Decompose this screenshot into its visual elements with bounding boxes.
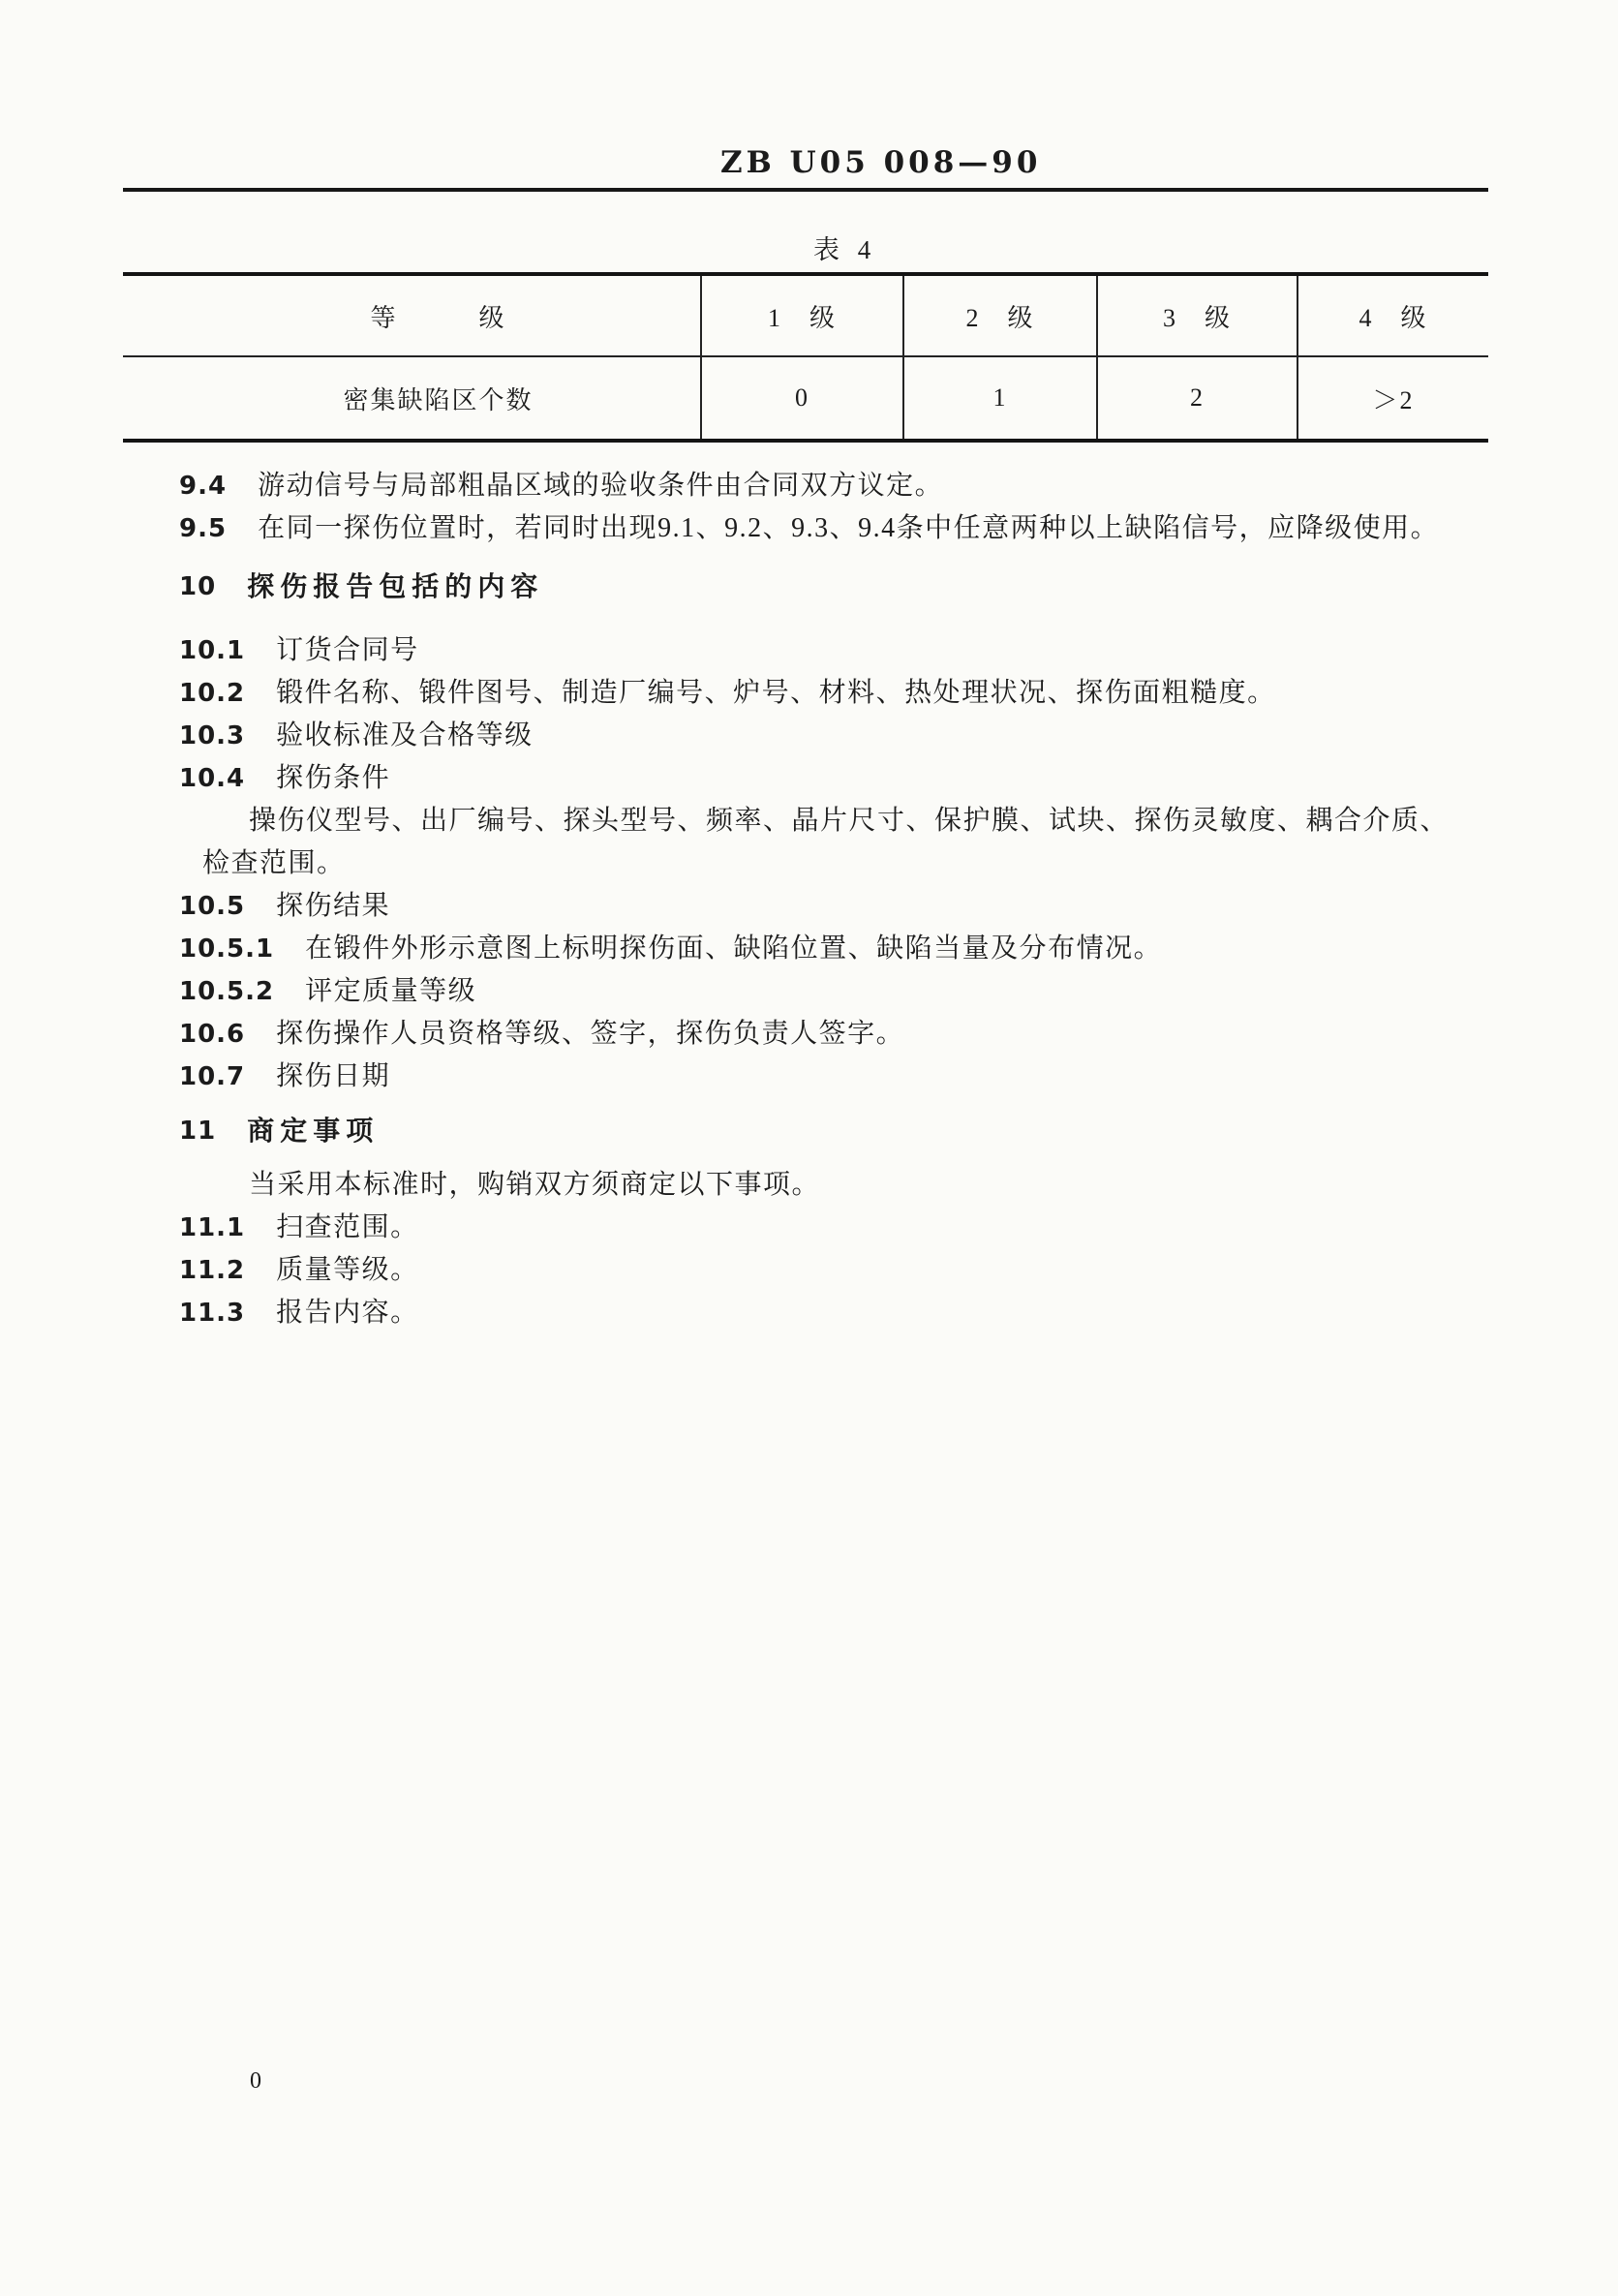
clause-number: 11.2 [179, 1256, 246, 1285]
clause-text: 在锻件外形示意图上标明探伤面、缺陷位置、缺陷当量及分布情况。 [305, 934, 1163, 964]
section-title: 商定事项 [247, 1115, 380, 1147]
clause-number: 10.3 [179, 721, 246, 750]
clause-10-1 [179, 629, 1501, 672]
clause-11-1 [179, 1207, 1501, 1249]
paragraph-line [249, 800, 1501, 842]
clause-number: 10.5 [179, 892, 246, 921]
clause-number: 10.5.1 [179, 934, 275, 964]
table4-col-header-1: 1 级 [700, 276, 902, 357]
clause-text: 探伤结果 [276, 891, 391, 921]
clause-number: 9.4 [179, 472, 228, 501]
paragraph-text: 操伤仪型号、出厂编号、探头型号、频率、晶片尺寸、保护膜、试块、探伤灵敏度、耦合介质、 [249, 806, 1450, 836]
clause-text: 探伤条件 [276, 763, 391, 793]
clause-11-2 [179, 1249, 1501, 1292]
clause-number: 10.1 [179, 636, 246, 665]
table4-value-4: ＞2 [1297, 357, 1488, 439]
clause-number: 9.5 [179, 514, 228, 543]
table4-corner-label: 等 级 [123, 276, 700, 357]
table4-value-2: 1 [902, 357, 1096, 439]
clause-text: 扫查范围。 [276, 1212, 419, 1242]
table4-value-3: 2 [1096, 357, 1297, 439]
clause-block [179, 465, 1501, 1334]
table4-col-header-4: 4 级 [1297, 276, 1488, 357]
section-heading-10 [179, 566, 1501, 608]
table4 [123, 272, 1488, 443]
clause-number: 11.1 [179, 1213, 246, 1242]
clause-text: 报告内容。 [276, 1298, 419, 1328]
clause-number: 10.2 [179, 679, 246, 708]
clause-text: 质量等级。 [276, 1255, 419, 1285]
header-rule [123, 188, 1488, 192]
table4-value-1: 0 [700, 357, 902, 439]
clause-text: 验收标准及合格等级 [276, 720, 534, 750]
table4-col-header-3: 3 级 [1096, 276, 1297, 357]
page-number: 0 [250, 2068, 261, 2094]
clause-11-3 [179, 1292, 1501, 1334]
section-title: 探伤报告包括的内容 [247, 570, 544, 602]
clause-text: 锻件名称、锻件图号、制造厂编号、炉号、材料、热处理状况、探伤面粗糙度。 [276, 678, 1276, 708]
clause-text: 探伤操作人员资格等级、签字，探伤负责人签字。 [276, 1019, 905, 1049]
paragraph-text: 检查范围。 [202, 848, 346, 878]
clause-number: 11.3 [179, 1299, 246, 1328]
clause-10-4 [179, 757, 1501, 800]
clause-10-3 [179, 715, 1501, 757]
clause-text: 评定质量等级 [305, 976, 477, 1006]
clause-10-6 [179, 1013, 1501, 1056]
table4-row-label: 密集缺陷区个数 [343, 385, 534, 414]
table4-caption: 表 4 [813, 235, 877, 264]
clause-text: 订货合同号 [276, 635, 419, 665]
clause-number: 10.5.2 [179, 977, 275, 1006]
clause-10-5-1 [179, 928, 1501, 970]
standard-code: ZB U05 008—90 [720, 145, 1042, 180]
section-heading-11 [179, 1110, 1501, 1152]
clause-10-7 [179, 1056, 1501, 1098]
clause-9-4 [179, 465, 1501, 507]
clause-number: 10.6 [179, 1020, 246, 1049]
paragraph-line [202, 842, 1501, 885]
clause-10-5-2 [179, 970, 1501, 1013]
clause-10-5 [179, 885, 1501, 928]
section-number: 11 [179, 1117, 217, 1146]
clause-text: 游动信号与局部粗晶区域的验收条件由合同双方议定。 [258, 471, 944, 501]
table4-col-header-2: 2 级 [902, 276, 1096, 357]
section-number: 10 [179, 572, 217, 601]
paragraph-line [249, 1164, 1501, 1207]
clause-text: 探伤日期 [276, 1061, 391, 1091]
clause-10-2 [179, 672, 1501, 715]
clause-text: 在同一探伤位置时，若同时出现9.1、9.2、9.3、9.4条中任意两种以上缺陷信号，应降级使用。 [258, 513, 1440, 543]
paragraph-text: 当采用本标准时，购销双方须商定以下事项。 [249, 1170, 821, 1200]
clause-number: 10.4 [179, 764, 246, 793]
clause-9-5 [179, 507, 1501, 550]
clause-number: 10.7 [179, 1062, 246, 1091]
